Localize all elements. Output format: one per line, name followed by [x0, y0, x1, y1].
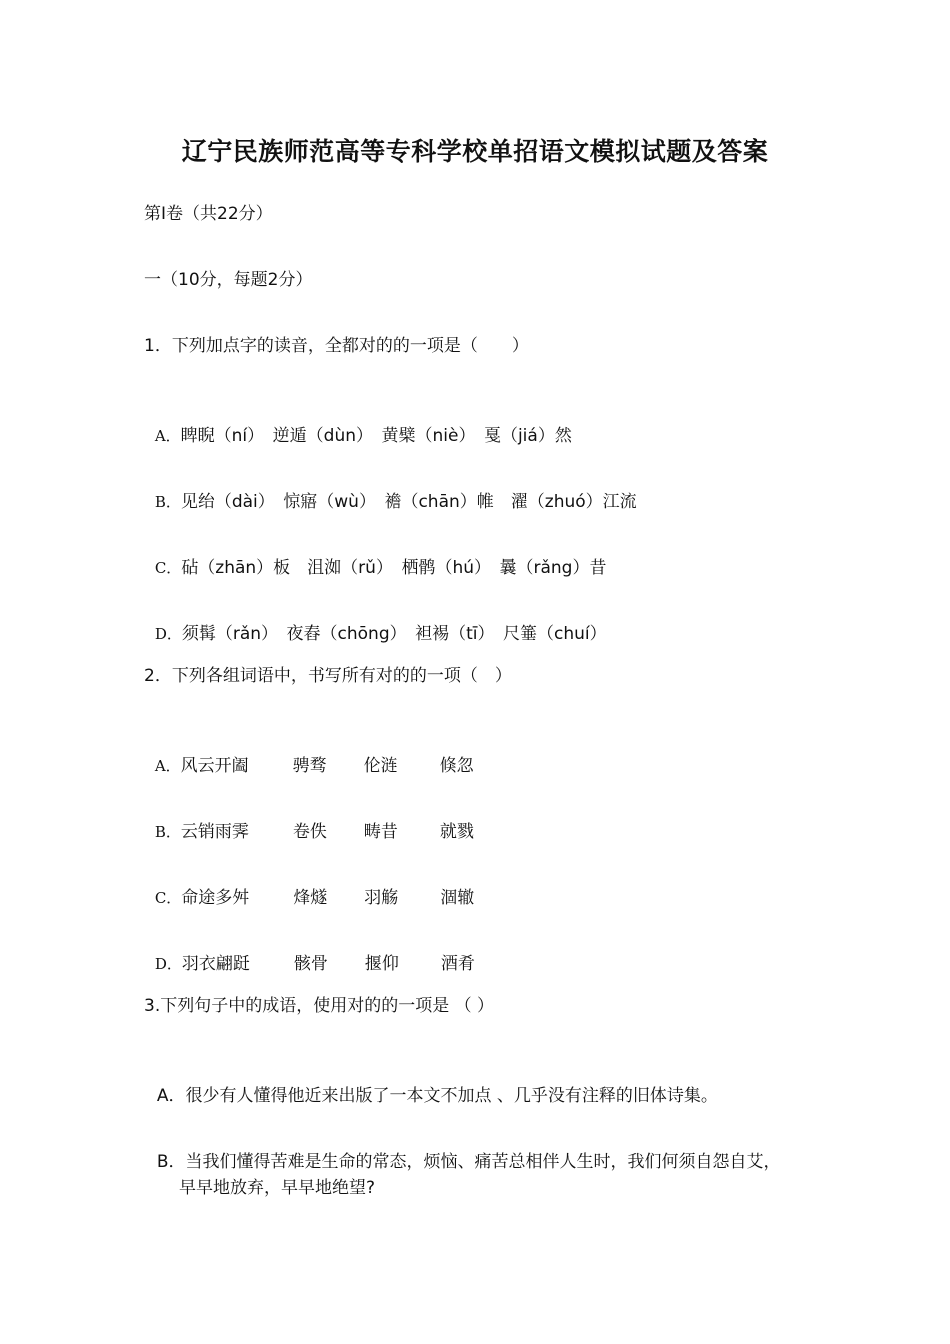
q1-option-a — [144, 400, 572, 448]
word: 羽觞 — [364, 888, 399, 908]
option-label: A． — [156, 1086, 186, 1106]
word: 涸辙 — [440, 888, 475, 908]
q1-option-d — [144, 598, 607, 646]
word: 卷佚 — [292, 822, 327, 842]
option-label: D． — [154, 625, 182, 643]
q3-option-b — [146, 1126, 780, 1174]
word: 骸骨 — [293, 954, 328, 974]
word: 云销雨霁 — [180, 822, 249, 842]
option-text: 须髯（rǎn） 夜舂（chōng） 袒裼（tī） 尺箠（chuí） — [181, 624, 607, 644]
word: 骋骛 — [292, 756, 327, 776]
option-text: 很少有人懂得他近来出版了一本文不加点 、几乎没有注释的旧体诗集。 — [185, 1086, 718, 1106]
question-1-stem: 1．下列加点字的读音，全都对的的一项是（ ） — [144, 336, 529, 356]
option-text: 睥睨（ní） 逆遁（dùn） 黄檗（niè） 戛（jiá）然 — [180, 426, 572, 446]
option-label: C． — [154, 889, 182, 907]
option-label: D． — [154, 955, 182, 973]
q1-option-b — [144, 466, 637, 514]
q1-option-c — [144, 532, 606, 580]
word: 命途多舛 — [181, 888, 250, 908]
option-label: A． — [154, 427, 181, 445]
word: 就戮 — [439, 822, 474, 842]
q2-option-b — [144, 796, 474, 844]
q3-option-b-continuation: 早早地放弃，早早地绝望? — [179, 1178, 376, 1198]
word: 羽衣翩跹 — [181, 954, 250, 974]
option-text: 砧（zhān）板 沮洳（rǔ） 栖鹘（hú） 曩（rǎng）昔 — [181, 558, 607, 578]
word: 倏忽 — [439, 756, 474, 776]
word: 畴昔 — [363, 822, 398, 842]
volume-header: 第Ⅰ卷（共22分） — [144, 204, 273, 224]
section-header: 一（10分，每题2分） — [144, 270, 313, 290]
q2-option-c — [144, 862, 474, 910]
q3-option-a — [146, 1060, 718, 1108]
word: 酒肴 — [440, 954, 475, 974]
word: 烽燧 — [293, 888, 328, 908]
option-label: B． — [154, 823, 181, 841]
q2-option-d — [144, 928, 475, 976]
word: 风云开阖 — [180, 756, 249, 776]
option-text: 见绐（dài） 惊寤（wù） 襜（chān）帷 濯（zhuó）江流 — [180, 492, 637, 512]
option-label: B． — [154, 493, 181, 511]
question-3-stem: 3.下列句子中的成语，使用对的的一项是 （ ） — [144, 996, 495, 1016]
document-title: 辽宁民族师范高等专科学校单招语文模拟试题及答案 — [181, 137, 769, 166]
option-label: A． — [154, 757, 181, 775]
q2-option-a — [144, 730, 474, 778]
option-label: B． — [156, 1152, 186, 1172]
word: 伦涟 — [363, 756, 398, 776]
question-2-stem: 2．下列各组词语中，书写所有对的的一项（ ） — [144, 666, 512, 686]
word: 揠仰 — [364, 954, 399, 974]
option-text: 当我们懂得苦难是生命的常态，烦恼、痛苦总相伴人生时，我们何须自怨自艾， — [185, 1152, 781, 1172]
option-label: C． — [154, 559, 182, 577]
